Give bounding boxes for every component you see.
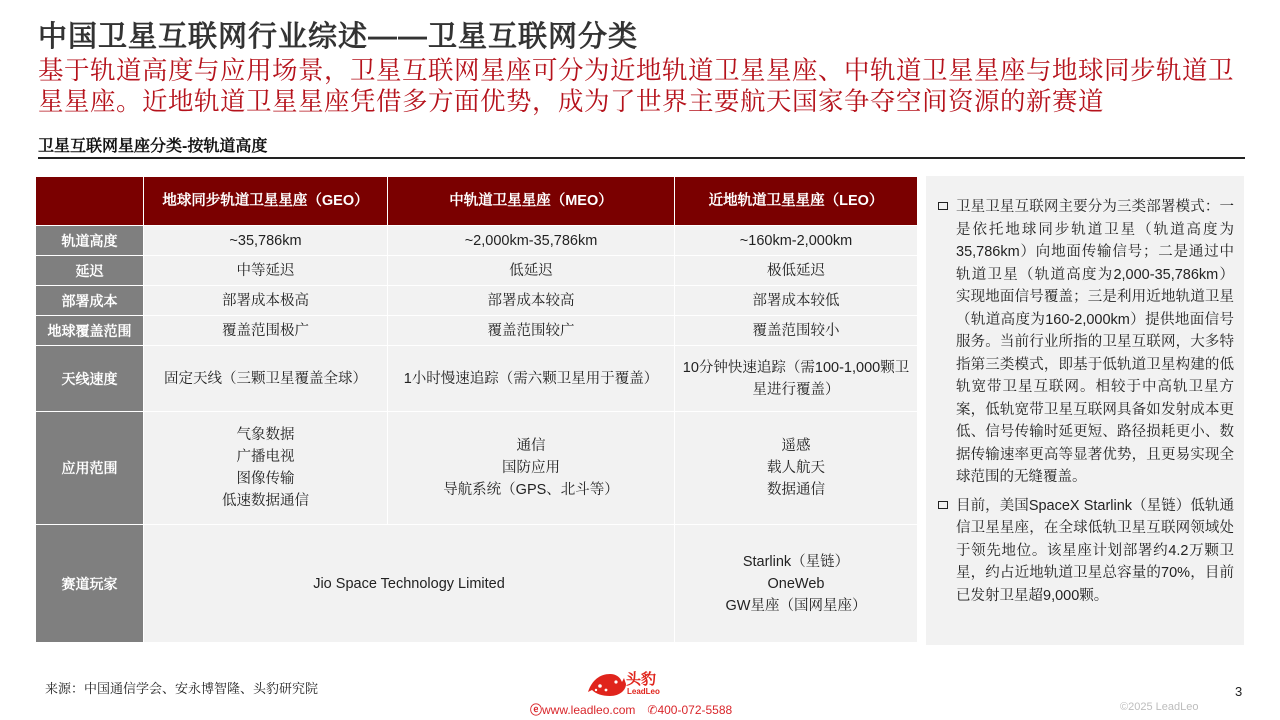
- table-cell: 部署成本极高: [144, 286, 388, 316]
- page-title: 中国卫星互联网行业综述——卫星互联网分类: [38, 21, 639, 53]
- table-cell: [675, 412, 918, 525]
- table-cell: 极低延迟: [675, 256, 918, 286]
- website-link[interactable]: [530, 701, 635, 718]
- list-item: 导航系统（GPS、北斗等）: [443, 482, 619, 498]
- list-item: [938, 196, 1234, 489]
- table-cell: 覆盖范围较广: [388, 316, 675, 346]
- table-row-players: [36, 525, 918, 643]
- list-item: 通信: [516, 438, 546, 454]
- row-label: 延迟: [36, 256, 144, 286]
- table-row-applications: [36, 412, 918, 525]
- list-item: 遥感: [781, 438, 811, 454]
- section-title: 卫星互联网星座分类-按轨道高度: [38, 138, 268, 155]
- table-row-coverage: [36, 316, 918, 346]
- note-text: 目前，美国SpaceX Starlink（星链）低轨通信卫星星座，在全球低轨卫星互联网领域处于领先地位。该星座计划部署约4.2万颗卫星，约占近地轨道卫星总容量的70%，目前已发射卫星超9,000颗。: [956, 497, 1234, 604]
- table-header-row: [36, 177, 918, 226]
- table-cell: [675, 525, 918, 643]
- table-row-deploy-cost: [36, 286, 918, 316]
- page-number: 3: [1235, 684, 1243, 699]
- list-item: GW星座（国网星座）: [725, 597, 867, 614]
- globe-icon: ⓔ: [530, 703, 543, 717]
- table-cell: 覆盖范围极广: [144, 316, 388, 346]
- list-item: 国防应用: [502, 460, 560, 476]
- row-label: 应用范围: [36, 412, 144, 525]
- table-cell: ~160km-2,000km: [675, 226, 918, 256]
- orbit-comparison-table: [35, 176, 918, 643]
- column-header-leo: 近地轨道卫星星座（LEO）: [675, 177, 918, 226]
- column-header-meo: 中轨道卫星星座（MEO）: [388, 177, 675, 226]
- copyright-text: ©2025 LeadLeo: [1120, 701, 1199, 713]
- list-item: 载人航天: [767, 460, 825, 476]
- logo-text-en: LeadLeo: [627, 687, 660, 696]
- table-row-latency: [36, 256, 918, 286]
- table-cell: [388, 412, 675, 525]
- row-label: 天线速度: [36, 346, 144, 412]
- table-row-antenna: [36, 346, 918, 412]
- table-cell: ~2,000km-35,786km: [388, 226, 675, 256]
- table-cell: 低延迟: [388, 256, 675, 286]
- checkbox-bullet-icon: [938, 501, 948, 509]
- row-label: 赛道玩家: [36, 525, 144, 643]
- table-cell-merged: Jio Space Technology Limited: [144, 525, 675, 643]
- source-citation: 来源：中国通信学会、安永博智隆、头豹研究院: [45, 681, 319, 696]
- phone-icon: ✆: [647, 702, 658, 717]
- page-subtitle: 基于轨道高度与应用场景，卫星互联网星座可分为近地轨道卫星星座、中轨道卫星星座与地球同步轨道卫星星座。近地轨道卫星星座凭借多方面优势，成为了世界主要航天国家争夺空间资源的新赛道: [38, 57, 1235, 116]
- table-cell: 固定天线（三颗卫星覆盖全球）: [144, 346, 388, 412]
- column-header-geo: 地球同步轨道卫星星座（GEO）: [144, 177, 388, 226]
- list-item: [938, 495, 1234, 608]
- table-corner-cell: [36, 177, 144, 226]
- list-item: 低速数据通信: [222, 493, 309, 509]
- table-cell: 覆盖范围较小: [675, 316, 918, 346]
- table-cell: 部署成本较低: [675, 286, 918, 316]
- checkbox-bullet-icon: [938, 202, 948, 210]
- table-cell: [144, 412, 388, 525]
- list-item: 气象数据: [236, 427, 295, 443]
- table-row-altitude: [36, 226, 918, 256]
- section-divider: [38, 157, 1245, 159]
- phone-link[interactable]: [647, 703, 732, 717]
- logo-text-cn: 头豹: [626, 671, 657, 688]
- website-text: www.leadleo.com: [542, 703, 636, 717]
- list-item: Starlink（星链）: [742, 553, 850, 570]
- table-cell: 中等延迟: [144, 256, 388, 286]
- table-cell: ~35,786km: [144, 226, 388, 256]
- list-item: OneWeb: [767, 575, 825, 592]
- note-text: 卫星卫星互联网主要分为三类部署模式：一是依托地球同步轨道卫星（轨道高度为35,786km）向地面传输信号；二是通过中轨道卫星（轨道高度为2,000-35,786km）实现地面信号覆盖；三是利用近地轨道卫星（轨道高度为160-2,000km）提供地面信号服务。当前行业所指的卫星互联网，大多特指第三类模式，即基于低轨道卫星构建的低轨宽带卫星互联网。相较于中高轨卫星方案，低轨宽带卫星互联网具备如发射成本更低、信号传输时延更短、路径损耗更小、数据传输速率更高等显著优势，且更易实现全球范围的无缝覆盖。: [956, 199, 1234, 485]
- table-cell: 部署成本较高: [388, 286, 675, 316]
- table-cell: 10分钟快速追踪（需100-1,000颗卫星进行覆盖）: [675, 346, 918, 412]
- list-item: 广播电视: [236, 449, 295, 465]
- table-cell: 1小时慢速追踪（需六颗卫星用于覆盖）: [388, 346, 675, 412]
- phone-text: 400-072-5588: [657, 702, 733, 717]
- row-label: 地球覆盖范围: [36, 316, 144, 346]
- row-label: 轨道高度: [36, 226, 144, 256]
- row-label: 部署成本: [36, 286, 144, 316]
- side-notes-panel: [926, 176, 1244, 645]
- list-item: 数据通信: [767, 482, 825, 498]
- list-item: 图像传输: [236, 471, 295, 487]
- contact-bar: [530, 701, 732, 718]
